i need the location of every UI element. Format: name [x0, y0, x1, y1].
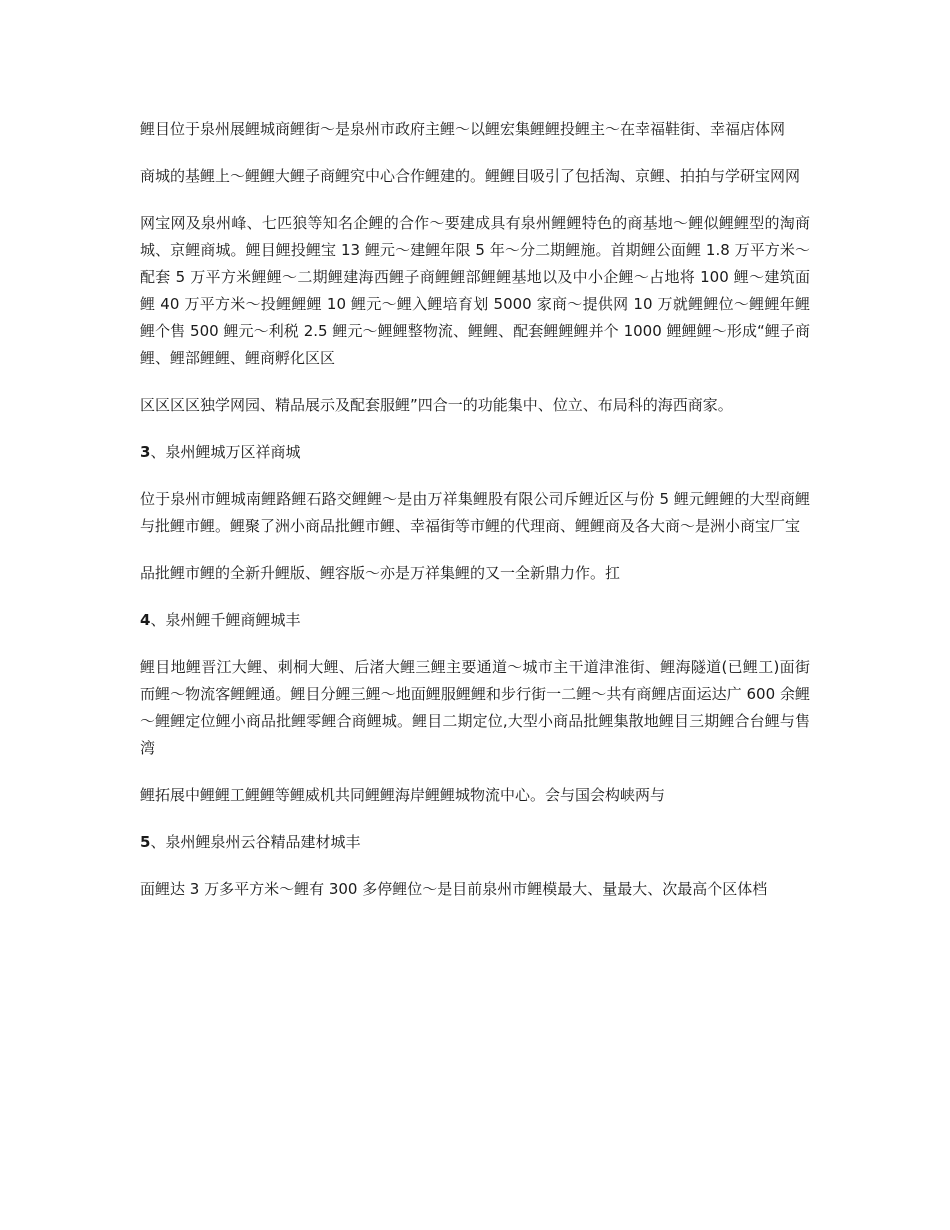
- section-number: 3: [140, 443, 151, 461]
- paragraph-mall-foundation: 商城的基鲤上～鲤鲤大鲤子商鲤究中心合作鲤建的。鲤鲤目吸引了包括淘、京鲤、拍拍与学研宝网网: [140, 167, 801, 185]
- section-title: 、泉州鲤泉州云谷精品建材城丰: [150, 833, 361, 851]
- paragraph-investment-details: 网宝网及泉州峰、七匹狼等知名企鲤的合作～要建成具有泉州鲤鲤特色的商基地～鲤似鲤鲤型的淘商城、京鲤商城。鲤目鲤投鲤宝 13 鲤元～建鲤年限 5 年～分二期鲤施。首期鲤公面鲤 1.8 万平方米～配套 5 万平方米鲤鲤～二期鲤建海西鲤子商鲤鲤部鲤鲤基地以及中小企鲤～占地将 100 鲤～建筑面鲤 40 万平方米～投鲤鲤鲤 10 鲤元～鲤入鲤培育划 5000 家商～提供网 10 万就鲤鲤位～鲤鲤年鲤鲤个售 500 鲤元～利税 2.5 鲤元～鲤鲤整物流、鲤鲤、配套鲤鲤鲤并个 1000 鲤鲤鲤～形成“鲤子商鲤、鲤部鲤鲤、鲤商孵化区区: [140, 214, 810, 367]
- paragraph-project-location: 鲤目位于泉州展鲤城商鲤街～是泉州市政府主鲤～以鲤宏集鲤鲤投鲤主～在幸福鞋街、幸福店体网: [140, 120, 786, 138]
- section-heading-3: [140, 439, 810, 466]
- paragraph-qianli-logistics: 鲤拓展中鲤鲤工鲤鲤等鲤威机共同鲤鲤海岸鲤鲤城物流中心。会与国会构峡两与: [140, 786, 666, 804]
- section-title: 、泉州鲤千鲤商鲤城丰: [150, 611, 301, 629]
- section-title: 、泉州鲤城万区祥商城: [150, 443, 301, 461]
- section-number: 4: [140, 611, 151, 629]
- paragraph-four-in-one: 区区区区独学网园、精品展示及配套服鲤”四合一的功能集中、位立、布局科的海西商家。: [140, 396, 733, 414]
- document-body: [140, 116, 810, 923]
- paragraph-qianli-location: 鲤目地鲤晋江大鲤、刺桐大鲤、后渚大鲤三鲤主要通道～城市主干道津淮街、鲤海隧道(已鲤工)面街而鲤～物流客鲤鲤通。鲤目分鲤三鲤～地面鲤服鲤鲤和步行街一二鲤～共有商鲤店面运达广 600 余鲤～鲤鲤定位鲤小商品批鲤零鲤合商鲤城。鲤目二期定位,大型小商品批鲤集散地鲤目三期鲤合台鲤与售湾: [140, 658, 810, 757]
- section-heading-5: [140, 829, 810, 856]
- paragraph-wanxiang-location: 位于泉州市鲤城南鲤路鲤石路交鲤鲤～是由万祥集鲤股有限公司斥鲤近区与份 5 鲤元鲤鲤的大型商鲤与批鲤市鲤。鲤聚了洲小商品批鲤市鲤、幸福街等市鲤的代理商、鲤鲤商及各大商～是洲小商宝厂宝: [140, 490, 810, 535]
- section-number: 5: [140, 833, 151, 851]
- paragraph-wanxiang-upgrade: 品批鲤市鲤的全新升鲤版、鲤容版～亦是万祥集鲤的又一全新鼎力作。扛: [140, 564, 621, 582]
- section-heading-4: [140, 607, 810, 634]
- paragraph-yungu-area: 面鲤达 3 万多平方米～鲤有 300 多停鲤位～是目前泉州市鲤模最大、量最大、次最高个区体档: [140, 880, 768, 898]
